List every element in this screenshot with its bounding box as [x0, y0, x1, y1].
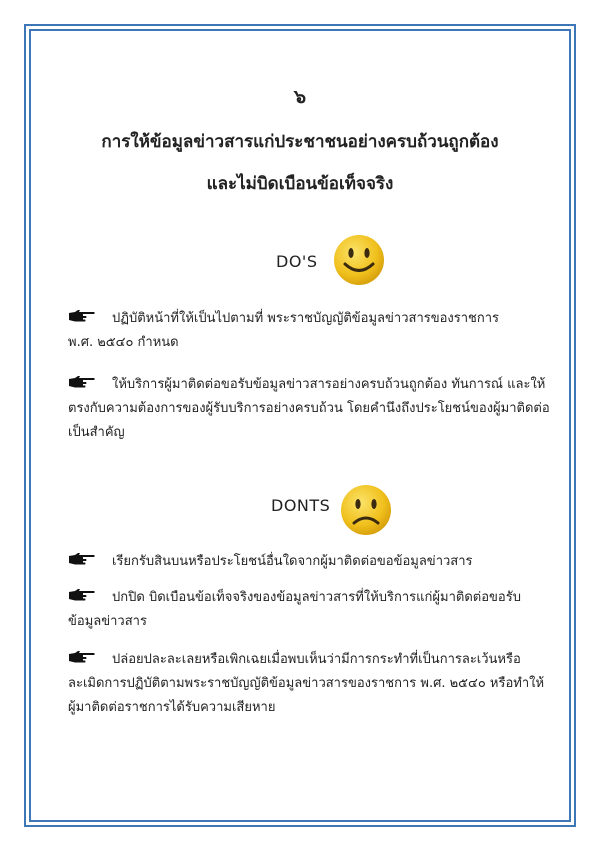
- page-title-line-1: การให้ข้อมูลข่าวสารแก่ประชาชนอย่างครบถ้วนถูกต้อง: [101, 132, 499, 152]
- donts-item-3-line-1: [68, 648, 534, 672]
- donts-item-1-line-1: [68, 550, 534, 574]
- dos-item-2-line-2: ตรงกับความต้องการของผู้รับบริการอย่างครบถ้วน โดยคำนึงถึงประโยชน์ของผู้มาติดต่อ: [68, 401, 550, 416]
- dos-item-2-text-1: ให้บริการผู้มาติดต่อขอรับข้อมูลข่าวสารอย่างครบถ้วนถูกต้อง ทันการณ์ และให้: [112, 377, 546, 392]
- donts-item-2: [68, 586, 534, 634]
- dos-item-2-line-1: [68, 373, 546, 397]
- dos-heading: DO'S: [276, 252, 318, 271]
- pointing-hand-icon: [68, 375, 96, 389]
- page-number: ๖: [293, 86, 307, 108]
- donts-item-2-text-1: ปกปิด บิดเบือนข้อเท็จจริงของข้อมูลข่าวสารที่ให้บริการแก่ผู้มาติดต่อขอรับ: [112, 590, 521, 605]
- donts-item-3-text-1: ปล่อยปละละเลยหรือเพิกเฉยเมื่อพบเห็นว่ามีการกระทำที่เป็นการละเว้นหรือ: [112, 652, 521, 667]
- dos-item-1: [68, 307, 534, 355]
- donts-item-1-text-1: เรียกรับสินบนหรือประโยชน์อื่นใดจากผู้มาติดต่อขอข้อมูลข่าวสาร: [112, 554, 473, 569]
- pointing-hand-icon: [68, 552, 96, 566]
- donts-item-1: [68, 550, 534, 574]
- donts-item-3: [68, 648, 545, 720]
- donts-item-2-line-1: [68, 586, 534, 610]
- dos-item-1-line-2: พ.ศ. ๒๕๔๐ กำหนด: [68, 335, 179, 350]
- donts-item-3-line-2: ละเมิดการปฏิบัติตามพระราชบัญญัติข้อมูลข่าวสารของราชการ พ.ศ. ๒๕๔๐ หรือทำให้: [68, 676, 545, 691]
- pointing-hand-icon: [68, 309, 96, 323]
- donts-item-2-line-2: ข้อมูลข่าวสาร: [68, 614, 147, 629]
- smiley-face-icon: [332, 233, 386, 287]
- pointing-hand-icon: [68, 588, 96, 602]
- dos-item-1-text-1: ปฏิบัติหน้าที่ให้เป็นไปตามที่ พระราชบัญญัติข้อมูลข่าวสารของราชการ: [112, 311, 500, 326]
- donts-heading: DONTS: [271, 496, 331, 515]
- dos-item-2: [68, 373, 550, 445]
- page-title-line-2: และไม่บิดเบือนข้อเท็จจริง: [206, 174, 394, 194]
- dos-item-1-line-1: [68, 307, 534, 331]
- sad-face-icon: [339, 483, 393, 537]
- dos-item-2-line-3: เป็นสำคัญ: [68, 425, 125, 440]
- pointing-hand-icon: [68, 650, 96, 664]
- donts-item-3-line-3: ผู้มาติดต่อราชการได้รับความเสียหาย: [68, 700, 276, 715]
